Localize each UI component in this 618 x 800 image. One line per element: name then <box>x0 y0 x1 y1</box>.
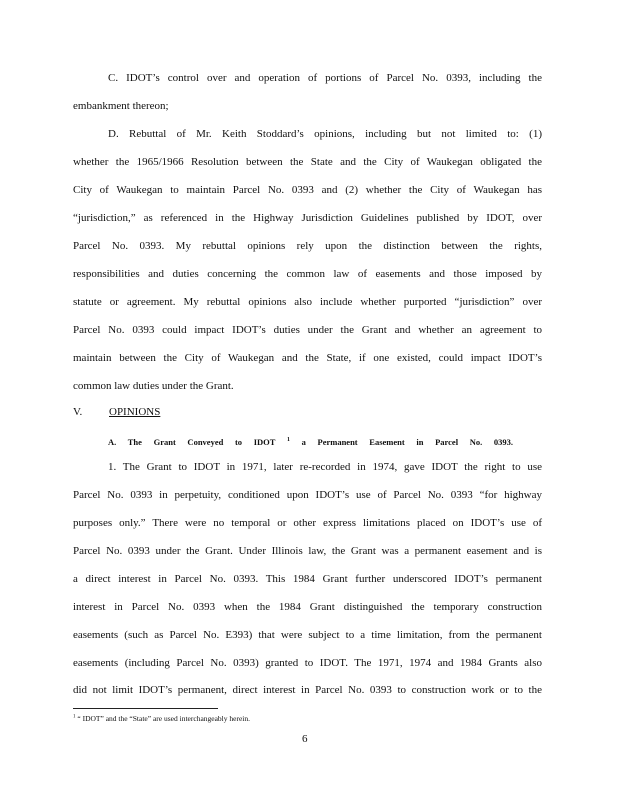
paragraph-d-line: Parcel No. 0393 could impact IDOT’s duties under the Grant and whether an agreement to <box>73 324 542 336</box>
opinion-1-line: Parcel No. 0393 in perpetuity, conditioned upon IDOT’s use of Parcel No. 0393 “for highway <box>73 489 542 501</box>
footnote-separator <box>73 708 218 709</box>
paragraph-d-line: “jurisdiction,” as referenced in the Highway Jurisdiction Guidelines published by IDOT, over <box>73 212 542 224</box>
section-number: V. <box>73 406 83 418</box>
opinion-1-line: interest in Parcel No. 0393 when the 1984 Grant distinguished the temporary construction <box>73 601 542 613</box>
opinion-1-line: easements (including Parcel No. 0393) granted to IDOT. The 1971, 1974 and 1984 Grants also <box>73 657 542 669</box>
footnote-text: “ IDOT” and the “State” are used interchangeably herein. <box>77 714 250 723</box>
subheading-a-text: A. The Grant Conveyed to IDOT <box>108 436 276 447</box>
paragraph-d-line: Parcel No. 0393. My rebuttal opinions rely upon the distinction between the rights, <box>73 240 542 252</box>
opinion-1-line: did not limit IDOT’s permanent, direct interest in Parcel No. 0393 to construction work or to the <box>73 684 542 696</box>
paragraph-d-line: City of Waukegan to maintain Parcel No. 0393 and (2) whether the City of Waukegan has <box>73 184 542 196</box>
paragraph-d-line: whether the 1965/1966 Resolution between the State and the City of Waukegan obligated the <box>73 156 542 168</box>
opinion-1-line: purposes only.” There were no temporal or other express limitations placed on IDOT’s use of <box>73 517 542 529</box>
opinion-1-line: Parcel No. 0393 under the Grant. Under Illinois law, the Grant was a permanent easement and is <box>73 545 542 557</box>
opinion-1-line: 1. The Grant to IDOT in 1971, later re-recorded in 1974, gave IDOT the right to use <box>108 461 542 473</box>
opinion-1-line: easements (such as Parcel No. E393) that were subject to a time limitation, from the permanent <box>73 629 542 641</box>
page-number: 6 <box>302 733 308 745</box>
subheading-a-text-cont: a Permanent Easement in Parcel No. 0393. <box>301 436 514 447</box>
opinion-1-line: a direct interest in Parcel No. 0393. This 1984 Grant further underscored IDOT’s permanent <box>73 573 542 585</box>
section-heading <box>73 406 160 419</box>
paragraph-c-line: C. IDOT’s control over and operation of portions of Parcel No. 0393, including the <box>108 72 542 84</box>
paragraph-d-line: D. Rebuttal of Mr. Keith Stoddard’s opinions, including but not limited to: (1) <box>108 128 542 140</box>
subheading-a <box>108 434 513 449</box>
footnote-marker: 1 <box>73 714 76 720</box>
footnote <box>73 714 250 723</box>
footnote-reference: 1 <box>286 437 290 443</box>
paragraph-d-line: statute or agreement. My rebuttal opinions also include whether purported “jurisdiction” over <box>73 296 542 308</box>
paragraph-d-line: responsibilities and duties concerning the common law of easements and those imposed by <box>73 268 542 280</box>
section-title: OPINIONS <box>109 406 161 418</box>
paragraph-d-line: common law duties under the Grant. <box>73 380 234 392</box>
paragraph-d-line: maintain between the City of Waukegan and the State, if one existed, could impact IDOT’s <box>73 352 542 364</box>
paragraph-c-line: embankment thereon; <box>73 100 169 112</box>
